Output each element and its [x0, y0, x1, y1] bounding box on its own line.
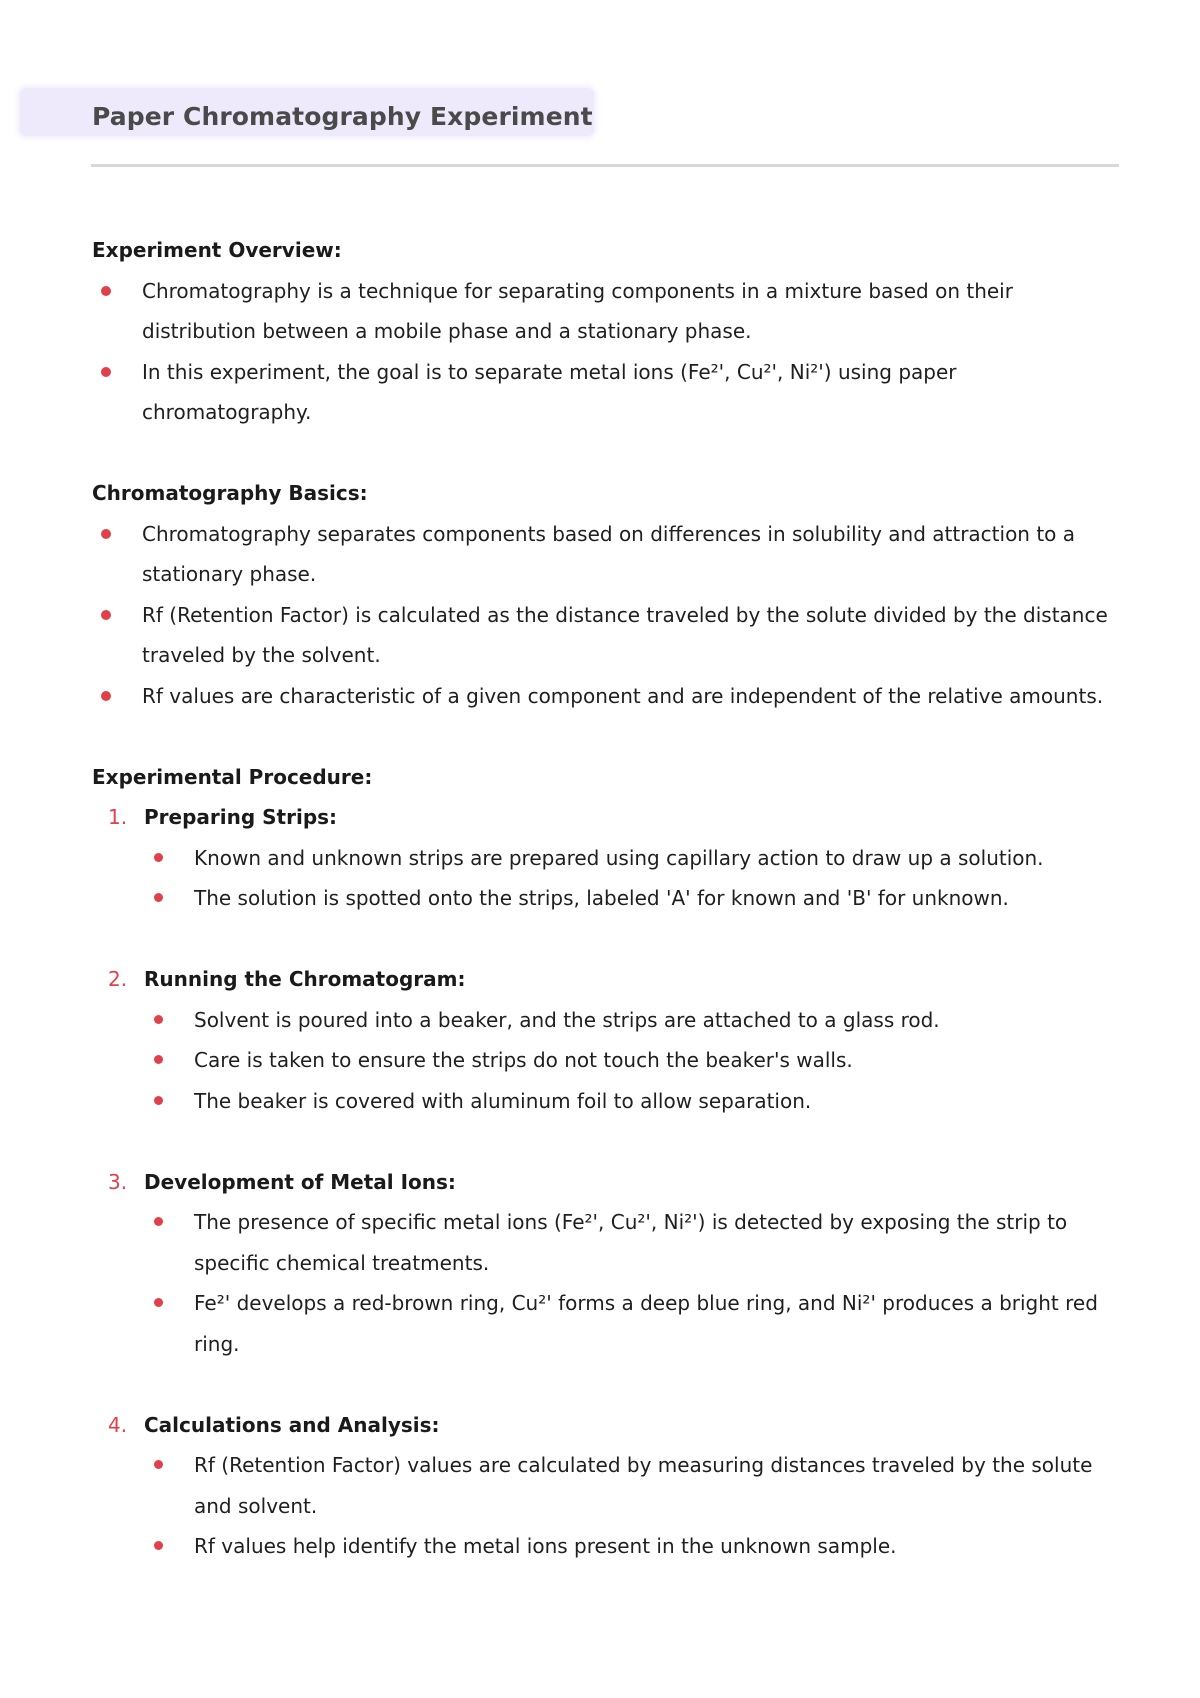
procedure-step	[92, 959, 1122, 1162]
list-item	[144, 878, 1122, 919]
step-title: Calculations and Analysis:	[144, 1412, 440, 1437]
list-item	[144, 1202, 1122, 1283]
bullet-icon	[154, 1096, 163, 1105]
list-item	[92, 595, 1122, 676]
list-item	[92, 676, 1122, 717]
section-overview	[92, 230, 1122, 433]
list-item-text: In this experiment, the goal is to separate metal ions (Fe²', Cu²', Ni²') using paper chromatography.	[142, 359, 957, 424]
step-title: Preparing Strips:	[144, 805, 338, 829]
bullet-icon	[154, 893, 163, 902]
bullet-icon	[154, 1460, 163, 1469]
list-item	[92, 271, 1122, 352]
list-item	[92, 514, 1122, 595]
section-heading: Experiment Overview:	[92, 238, 342, 262]
step-number: 3.	[108, 1169, 128, 1194]
list-item-text: Rf values are characteristic of a given component and are independent of the relative amounts.	[142, 683, 1104, 708]
procedure-step	[92, 1405, 1122, 1567]
list-item-text: Rf (Retention Factor) is calculated as the distance traveled by the solute divided by the distance traveled by the solvent.	[142, 602, 1108, 667]
bullet-icon	[101, 610, 111, 620]
bullet-icon	[154, 1541, 163, 1550]
list-item	[144, 1283, 1122, 1364]
bullet-list	[144, 838, 1122, 919]
list-item-text: Care is taken to ensure the strips do not touch the beaker's walls.	[194, 1048, 853, 1072]
procedure-step	[92, 797, 1122, 959]
list-item-text: Known and unknown strips are prepared using capillary action to draw up a solution.	[194, 845, 1044, 870]
bullet-list	[92, 271, 1122, 433]
list-item-text: The presence of specific metal ions (Fe²', Cu²', Ni²') is detected by exposing the strip to specific chemical treatments.	[194, 1210, 1068, 1275]
list-item	[92, 352, 1122, 433]
step-title: Running the Chromatogram:	[144, 967, 466, 991]
bullet-icon	[101, 367, 111, 377]
section-heading: Experimental Procedure:	[92, 764, 373, 789]
section-basics	[92, 473, 1122, 716]
bullet-icon	[101, 691, 111, 701]
bullet-list	[144, 1445, 1122, 1567]
list-item	[144, 838, 1122, 879]
list-item-text: The solution is spotted onto the strips, labeled 'A' for known and 'B' for unknown.	[194, 886, 1009, 910]
list-item	[144, 1445, 1122, 1526]
bullet-list	[144, 1000, 1122, 1122]
step-number: 2.	[108, 967, 128, 991]
section-heading: Chromatography Basics:	[92, 481, 368, 505]
bullet-icon	[154, 1015, 163, 1024]
procedure-step	[92, 1162, 1122, 1405]
bullet-icon	[154, 1217, 163, 1226]
list-item	[144, 1000, 1122, 1041]
bullet-icon	[154, 853, 163, 862]
numbered-list	[92, 797, 1122, 1567]
list-item-text: Chromatography separates components based on differences in solubility and attraction to a stationary phase.	[142, 521, 1076, 586]
list-item	[144, 1526, 1122, 1567]
document-body	[92, 230, 1122, 1567]
section-procedure	[92, 757, 1122, 1567]
list-item-text: Rf values help identify the metal ions present in the unknown sample.	[194, 1534, 897, 1558]
list-item-text: Fe²' develops a red-brown ring, Cu²' forms a deep blue ring, and Ni²' produces a bright red ring.	[194, 1291, 1098, 1356]
step-title: Development of Metal Ions:	[144, 1169, 456, 1194]
bullet-icon	[154, 1298, 163, 1307]
list-item-text: Solvent is poured into a beaker, and the strips are attached to a glass rod.	[194, 1007, 940, 1032]
list-item	[144, 1081, 1122, 1122]
bullet-icon	[101, 286, 111, 296]
list-item-text: Rf (Retention Factor) values are calculated by measuring distances traveled by the solute and solvent.	[194, 1453, 1093, 1518]
page-title: Paper Chromatography Experiment	[92, 102, 593, 131]
step-number: 4.	[108, 1412, 128, 1437]
list-item-text: Chromatography is a technique for separating components in a mixture based on their distribution between a mobile phase and a stationary phase.	[142, 278, 1013, 343]
bullet-list	[92, 514, 1122, 717]
title-divider	[91, 164, 1119, 167]
list-item	[144, 1040, 1122, 1081]
bullet-icon	[101, 529, 111, 539]
bullet-icon	[154, 1055, 163, 1064]
list-item-text: The beaker is covered with aluminum foil to allow separation.	[194, 1088, 812, 1113]
bullet-list	[144, 1202, 1122, 1364]
step-number: 1.	[108, 805, 128, 829]
